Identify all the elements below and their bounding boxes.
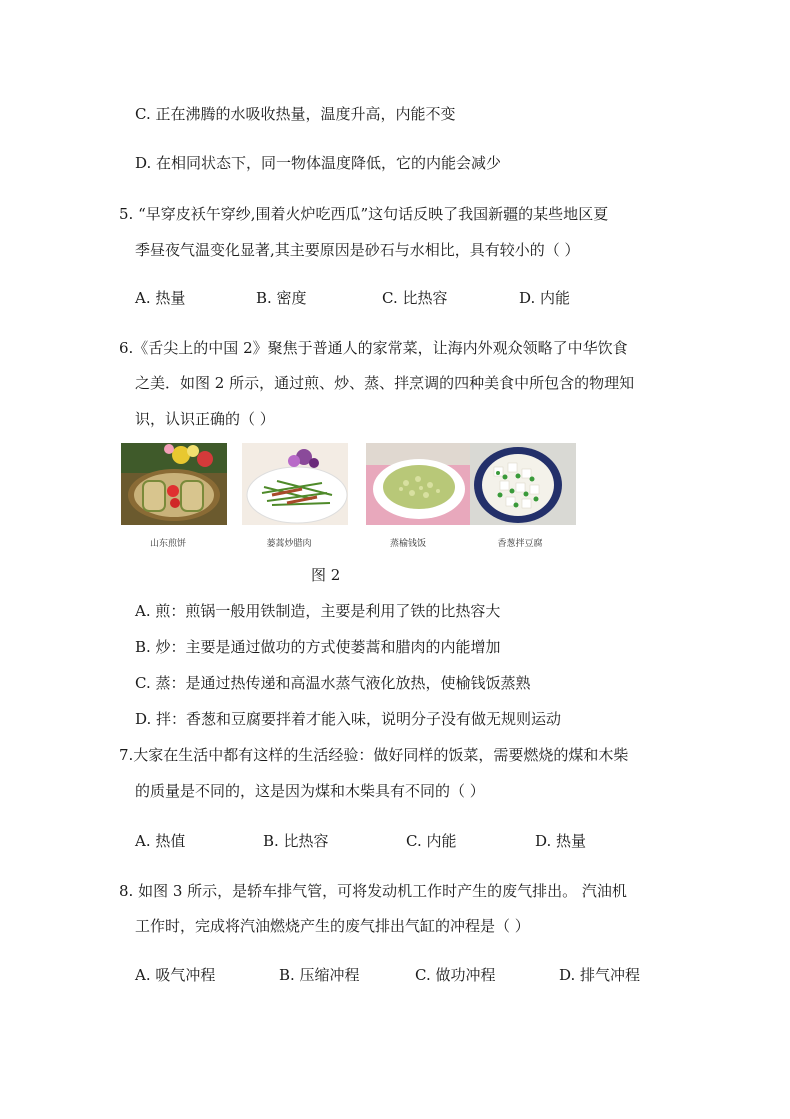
q8-stem-line-1: 8. 如图 3 所示，是轿车排气管，可将发动机工作时产生的废气排出。 汽油机: [119, 882, 627, 900]
q8-option-c: C. 做功冲程: [415, 966, 496, 984]
q5-option-c: C. 比热容: [382, 289, 448, 307]
q8-option-d: D. 排气冲程: [559, 966, 641, 984]
q6-stem-line-1: 6.《舌尖上的中国 2》聚焦于普通人的家常菜，让海内外观众领略了中华饮食: [119, 339, 628, 357]
q5-option-d: D. 内能: [519, 289, 571, 307]
q4-option-c: C. 正在沸腾的水吸收热量，温度升高，内能不变: [135, 105, 456, 123]
q6-option-a: A. 煎：煎锅一般用铁制造，主要是利用了铁的比热容大: [135, 602, 501, 620]
q5-option-a: A. 热量: [135, 289, 186, 307]
q5-stem-line-2: 季昼夜气温变化显著,其主要原因是砂石与水相比，具有较小的（ ）: [135, 241, 580, 259]
caption-xiangcong-doufu: 香葱拌豆腐: [497, 539, 543, 549]
figure-2-label: 图 2: [311, 566, 341, 584]
q4-option-d: D. 在相同状态下，同一物体温度降低，它的内能会减少: [135, 154, 502, 172]
q5-stem-line-1: 5. “早穿皮袄午穿纱,围着火炉吃西瓜”这句话反映了我国新疆的某些地区夏: [119, 205, 609, 223]
photo-xiangcong-doufu: [470, 443, 576, 525]
q5-option-b: B. 密度: [256, 289, 307, 307]
q6-option-b: B. 炒：主要是通过做功的方式使蒌蒿和腊肉的内能增加: [135, 638, 501, 656]
photo-yuqian-fan: [366, 443, 472, 525]
caption-shandong-jianbing: 山东煎饼: [149, 539, 186, 549]
q6-stem-line-2: 之美．如图 2 所示，通过煎、炒、蒸、拌烹调的四种美食中所包含的物理知: [135, 374, 635, 392]
q7-stem-line-2: 的质量是不同的，这是因为煤和木柴具有不同的（ ）: [135, 782, 485, 800]
q7-option-a: A. 热值: [135, 832, 186, 850]
q7-stem-line-1: 7.大家在生活中都有这样的生活经验：做好同样的饭菜，需要燃烧的煤和木柴: [119, 746, 629, 764]
q8-option-a: A. 吸气冲程: [135, 966, 216, 984]
photo-shandong-jianbing: [121, 443, 227, 525]
q6-stem-line-3: 识，认识正确的（ ）: [135, 410, 275, 428]
q7-option-b: B. 比热容: [263, 832, 329, 850]
photo-louhao-larou: [242, 443, 348, 525]
q8-stem-line-2: 工作时，完成将汽油燃烧产生的废气排出气缸的冲程是（ ）: [135, 917, 530, 935]
caption-louhao-larou: 蒌蒿炒腊肉: [266, 539, 312, 549]
q7-option-c: C. 内能: [406, 832, 457, 850]
q6-option-d: D. 拌：香葱和豆腐要拌着才能入味，说明分子没有做无规则运动: [135, 710, 562, 728]
q8-option-b: B. 压缩冲程: [279, 966, 360, 984]
q6-option-c: C. 蒸：是通过热传递和高温水蒸气液化放热，使榆钱饭蒸熟: [135, 674, 531, 692]
caption-yuqian-fan: 蒸榆钱饭: [389, 539, 426, 549]
q7-option-d: D. 热量: [535, 832, 587, 850]
